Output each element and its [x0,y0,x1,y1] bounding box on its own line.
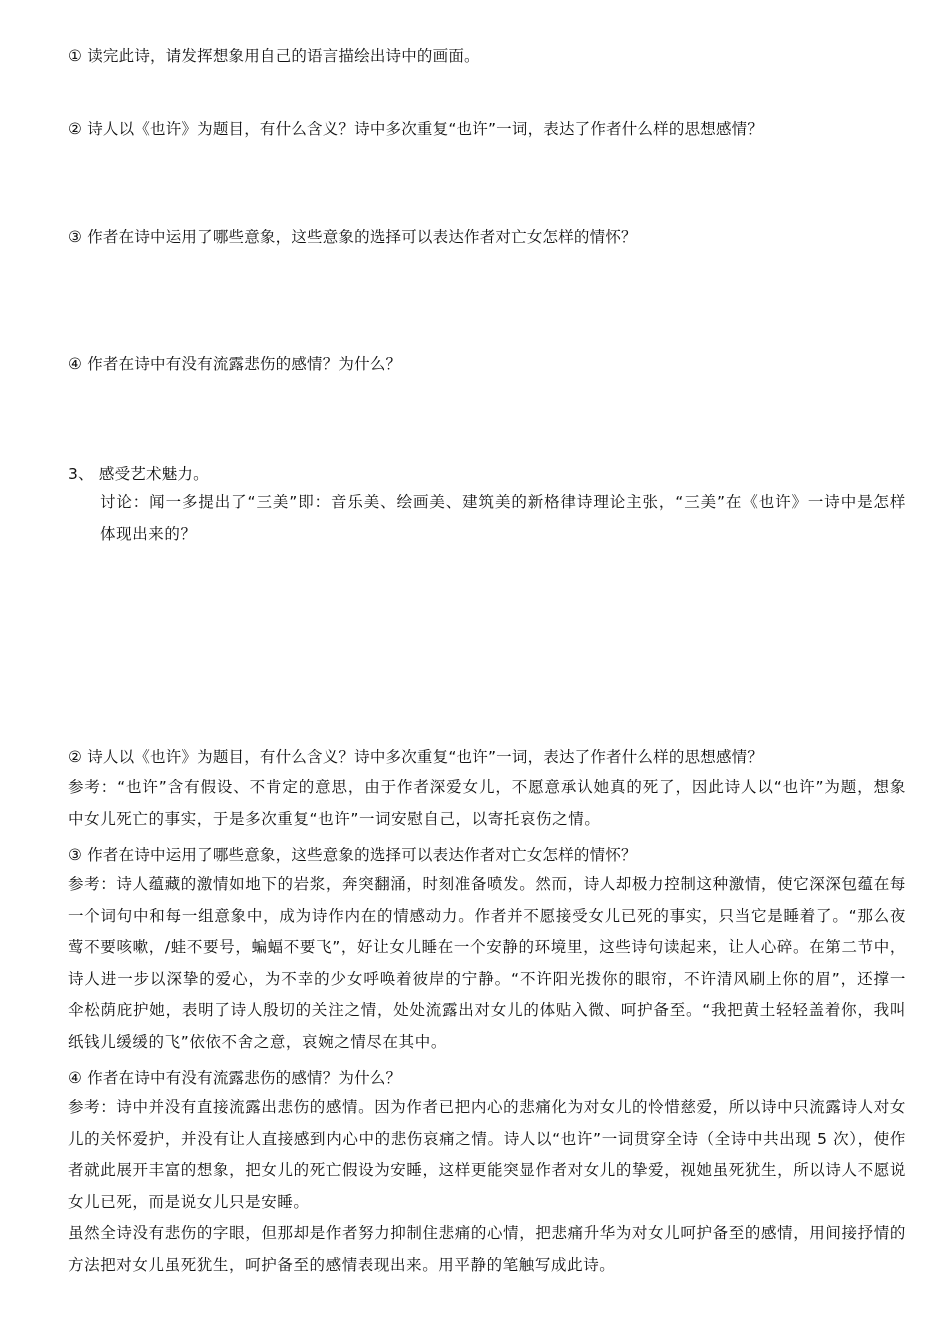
answer-question-4: ④ 作者在诗中有没有流露悲伤的感情？为什么？ [68,1069,402,1087]
question-1: ① 读完此诗，请发挥想象用自己的语言描绘出诗中的画面。 [68,47,480,65]
question-4: ④ 作者在诗中有没有流露悲伤的感情？为什么？ [68,355,402,373]
question-3: ③ 作者在诗中运用了哪些意象，这些意象的选择可以表达作者对亡女怎样的情怀？ [68,228,637,246]
section-3-heading: 3、 感受艺术魅力。 [68,465,209,483]
answer-question-3: ③ 作者在诗中运用了哪些意象，这些意象的选择可以表达作者对亡女怎样的情怀？ [68,846,637,864]
answer-4: 参考：诗中并没有直接流露出悲伤的感情。因为作者已把内心的悲痛化为对女儿的怜惜慈爱，所以诗中只流露诗人对女儿的关怀爱护，并没有让人直接感到内心中的悲伤哀痛之情。诗人以“也许”一词贯穿全诗（全诗中共出现 5 次），使作者就此展开丰富的想象，把女儿的死亡假设为安睡，这样更能突显作者对女儿的挚爱，视她虽死犹生，所以诗人不愿说女儿已死，而是说女儿只是安睡。 [68,1098,906,1211]
section-3-discussion [68,487,906,550]
discussion-text: 讨论：闻一多提出了“三美”即：音乐美、绘画美、建筑美的新格律诗理论主张，“三美”在《也许》一诗中是怎样体现出来的？ [100,493,906,543]
question-2: ② 诗人以《也许》为题目，有什么含义？诗中多次重复“也许”一词，表达了作者什么样的思想感情？ [68,120,764,138]
answer-2: 参考：“也许”含有假设、不肯定的意思，由于作者深爱女儿，不愿意承认她真的死了，因此诗人以“也许”为题，想象中女儿死亡的事实，于是多次重复“也许”一词安慰自己，以寄托哀伤之情。 [68,778,906,828]
answer-4-continued: 虽然全诗没有悲伤的字眼，但那却是作者努力抑制住悲痛的心情，把悲痛升华为对女儿呵护备至的感情，用间接抒情的方法把对女儿虽死犹生，呵护备至的感情表现出来。用平静的笔触写成此诗。 [68,1224,906,1274]
answer-question-2: ② 诗人以《也许》为题目，有什么含义？诗中多次重复“也许”一词，表达了作者什么样的思想感情？ [68,748,764,766]
answer-3: 参考：诗人蕴藏的激情如地下的岩浆，奔突翻涌，时刻准备喷发。然而，诗人却极力控制这种激情，使它深深包蕴在每一个词句中和每一组意象中，成为诗作内在的情感动力。作者并不愿接受女儿已死的事实，只当它是睡着了。“那么夜莺不要咳嗽，/蛙不要号，蝙蝠不要飞”，好让女儿睡在一个安静的环境里，这些诗句读起来，让人心碎。在第二节中，诗人进一步以深挚的爱心，为不幸的少女呼唤着彼岸的宁静。“不许阳光拨你的眼帘，不许清风刷上你的眉”，还撑一伞松荫庇护她，表明了诗人殷切的关注之情，处处流露出对女儿的体贴入微、呵护备至。“我把黄土轻轻盖着你，我叫纸钱儿缓缓的飞”依依不舍之意，哀婉之情尽在其中。 [68,875,906,1051]
